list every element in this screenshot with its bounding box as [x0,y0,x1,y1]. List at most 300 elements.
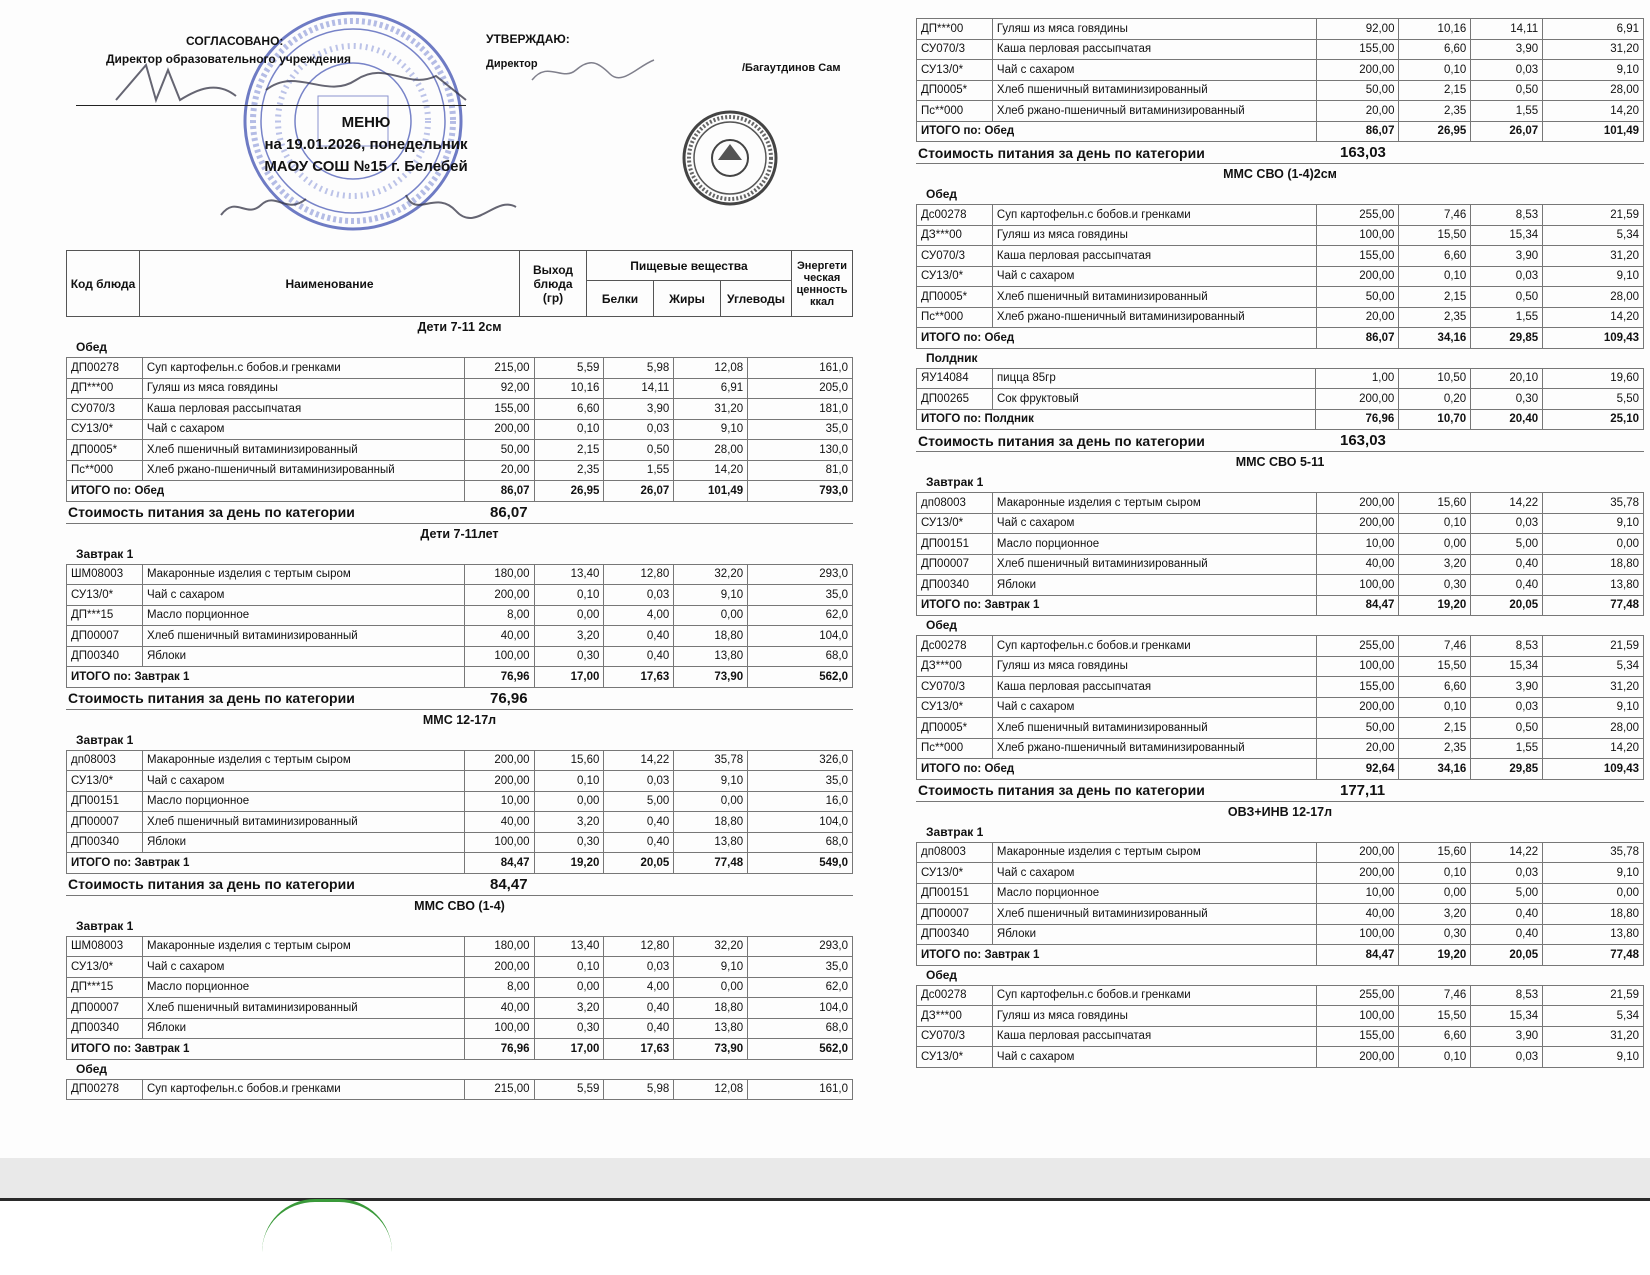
meal-title: Полдник [926,350,978,365]
table-cell: Суп картофельн.с бобов.и гренками [142,358,464,379]
table-cell: СУ13/0* [917,697,993,718]
table-cell: 35,0 [748,585,853,606]
table-cell: Суп картофельн.с бобов.и гренками [992,985,1316,1006]
table-cell: 68,0 [748,1018,853,1039]
table-row [917,246,1644,267]
table-cell: 215,00 [464,358,534,379]
table-row [67,771,853,792]
table-cell: ДП00340 [917,575,993,596]
total-cell: 17,63 [604,1039,674,1060]
table-cell: ДЗ***00 [917,1006,993,1027]
table-cell: 0,10 [1399,266,1471,287]
table-cell: 0,03 [604,585,674,606]
table-cell: ДП00151 [917,883,993,904]
table-cell: Хлеб пшеничный витаминизированный [992,554,1316,575]
table-cell: 3,20 [1399,904,1471,925]
table-cell: 255,00 [1316,205,1399,226]
table-cell: 155,00 [1316,1026,1399,1047]
total-cell: 10,70 [1399,409,1471,430]
table-cell: 7,46 [1399,205,1471,226]
total-cell: 20,05 [1471,595,1543,616]
table-cell: 180,00 [464,564,534,585]
total-cell: 84,47 [1316,945,1399,966]
table-row [917,534,1644,555]
total-cell: 793,0 [748,481,853,502]
table-cell: 100,00 [1316,1006,1399,1027]
total-cell: ИТОГО по: Завтрак 1 [67,853,465,874]
table-cell: 35,78 [1543,842,1644,863]
table-cell: 6,60 [1399,1026,1471,1047]
table-cell: 18,80 [674,626,748,647]
table-cell: ДП***00 [67,378,143,399]
table-cell: Макаронные изделия с тертым сыром [142,750,464,771]
total-cell: 101,49 [674,481,748,502]
table-cell: 3,90 [1471,677,1543,698]
scan-bottom-strip [0,1158,1650,1198]
table-cell: 5,00 [1471,883,1543,904]
bottom-signature [216,185,536,225]
col-proteins: Белки [587,281,654,317]
school-name: МАОУ СОШ №15 г. Белебей [264,158,468,175]
right-page [916,18,1644,1068]
table-cell: 0,03 [1471,513,1543,534]
table-cell: 293,0 [748,564,853,585]
table-cell: 20,00 [1316,738,1399,759]
table-cell: 0,40 [1471,554,1543,575]
table-cell: 14,20 [1543,307,1644,328]
table-cell: 0,03 [1471,1047,1543,1068]
daily-cost-row [916,142,1644,164]
total-cell: 19,20 [1399,595,1471,616]
table-cell: Каша перловая рассыпчатая [992,677,1316,698]
meal-title: Завтрак 1 [76,546,134,561]
menu-table [916,18,1644,142]
total-cell: 101,49 [1543,121,1644,142]
menu-table [916,204,1644,349]
table-cell: 200,00 [1316,1047,1399,1068]
approve-name: /Багаутдинов Сам [742,62,841,74]
table-cell: 2,35 [534,460,604,481]
table-cell: 5,34 [1543,225,1644,246]
table-cell: 32,20 [674,936,748,957]
table-cell: Масло порционное [992,883,1316,904]
table-cell: ДП00007 [917,904,993,925]
table-cell: 40,00 [464,812,534,833]
category-title: ММС СВО (1-4)2см [1223,167,1337,181]
table-cell: Хлеб пшеничный витаминизированный [992,287,1316,308]
col-nutrients: Пищевые вещества [587,251,792,281]
table-cell: 8,00 [464,605,534,626]
table-cell: 13,80 [674,832,748,853]
table-cell: Каша перловая рассыпчатая [142,399,464,420]
total-cell: 26,07 [1471,121,1543,142]
meal-title: Обед [926,967,958,982]
total-row [67,1039,853,1060]
table-cell: 0,30 [1399,924,1471,945]
table-cell: ДП***15 [67,977,143,998]
daily-cost-label: Стоимость питания за день по категории [68,690,355,706]
table-cell: Макаронные изделия с тертым сыром [142,564,464,585]
table-row [917,307,1644,328]
table-row [67,957,853,978]
total-cell: 20,40 [1471,409,1543,430]
table-row [67,812,853,833]
table-cell: 2,15 [1399,80,1471,101]
menu-table [916,985,1644,1068]
menu-table [66,936,853,1060]
table-cell: 100,00 [464,1018,534,1039]
total-cell: 34,16 [1399,759,1471,780]
total-cell: 77,48 [1543,945,1644,966]
menu-table [916,635,1644,780]
table-cell: ДП00278 [67,358,143,379]
daily-cost-value: 86,07 [490,503,528,521]
table-cell: Суп картофельн.с бобов.и гренками [992,205,1316,226]
table-cell: 62,0 [748,977,853,998]
table-cell: Каша перловая рассыпчатая [992,246,1316,267]
approve-role: Директор [486,58,538,70]
agreed-role: Директор образовательного учреждения [106,52,351,66]
table-cell: Яблоки [142,1018,464,1039]
table-cell: 215,00 [464,1079,534,1100]
table-cell: 104,0 [748,998,853,1019]
daily-cost-label: Стоимость питания за день по категории [918,782,1205,798]
table-row [917,883,1644,904]
table-cell: 0,40 [604,998,674,1019]
table-cell: Масло порционное [142,977,464,998]
meal-title: Завтрак 1 [76,918,134,933]
table-cell: 3,20 [534,812,604,833]
menu-table [916,492,1644,616]
table-cell: Яблоки [992,575,1316,596]
table-cell: ДП00007 [67,812,143,833]
table-cell: 14,20 [1543,738,1644,759]
table-cell: 35,0 [748,957,853,978]
scan-bottom-margin [0,1201,1650,1275]
table-row [917,554,1644,575]
table-cell: 3,20 [534,626,604,647]
table-row [67,750,853,771]
table-cell: пицца 85гр [992,368,1315,389]
table-row [67,460,853,481]
table-cell: 104,0 [748,812,853,833]
table-cell: 0,00 [674,605,748,626]
table-cell: 1,55 [1471,738,1543,759]
director-signature [528,52,658,92]
daily-cost-value: 163,03 [1340,144,1386,161]
table-cell: ДП00007 [917,554,993,575]
table-cell: Хлеб пшеничный витаминизированный [992,80,1316,101]
table-cell: 0,03 [604,771,674,792]
table-row [917,493,1644,514]
table-cell: Гуляш из мяса говядины [992,225,1316,246]
table-cell: Хлеб пшеничный витаминизированный [992,904,1316,925]
table-cell: 155,00 [1316,677,1399,698]
table-cell: 12,08 [674,1079,748,1100]
table-row [917,101,1644,122]
table-cell: 5,34 [1543,1006,1644,1027]
table-cell: 13,80 [674,646,748,667]
table-cell: 32,20 [674,564,748,585]
table-cell: Хлеб ржано-пшеничный витаминизированный [992,101,1316,122]
table-cell: 155,00 [464,399,534,420]
table-cell: 3,20 [534,998,604,1019]
table-cell: 68,0 [748,832,853,853]
table-cell: 18,80 [674,998,748,1019]
table-cell: 8,53 [1471,636,1543,657]
table-cell: 9,10 [674,957,748,978]
table-cell: 200,00 [464,957,534,978]
total-cell: 26,07 [604,481,674,502]
table-cell: Масло порционное [142,791,464,812]
table-cell: 0,40 [604,646,674,667]
daily-cost-row [916,430,1644,452]
table-cell: Чай с сахаром [992,863,1316,884]
total-row [917,945,1644,966]
meal-title: Завтрак 1 [76,732,134,747]
table-cell: 0,10 [534,585,604,606]
table-row [917,225,1644,246]
table-cell: 180,00 [464,936,534,957]
table-cell: 0,10 [1399,513,1471,534]
daily-cost-row [66,688,853,710]
table-cell: 0,03 [1471,266,1543,287]
table-cell: Хлеб пшеничный витаминизированный [142,812,464,833]
col-fats: Жиры [654,281,721,317]
table-cell: 4,00 [604,977,674,998]
table-cell: 200,00 [464,585,534,606]
table-cell: ЯУ14084 [917,368,993,389]
table-cell: СУ070/3 [917,677,993,698]
table-cell: 9,10 [1543,863,1644,884]
table-cell: 0,50 [1471,80,1543,101]
right-menu-body [916,18,1644,1068]
category-title: ОВЗ+ИНВ 12-17л [1227,804,1333,819]
table-cell: дп08003 [917,842,993,863]
table-cell: 9,10 [674,771,748,792]
table-row [67,358,853,379]
table-cell: 5,50 [1543,389,1644,410]
table-cell: Яблоки [142,832,464,853]
table-cell: Хлеб пшеничный витаминизированный [142,626,464,647]
table-cell: 40,00 [1316,554,1399,575]
table-cell: 130,0 [748,440,853,461]
table-cell: 8,00 [464,977,534,998]
table-cell: Суп картофельн.с бобов.и гренками [992,636,1316,657]
col-energy: Энергети ческая ценность ккал [792,251,853,317]
total-row [917,595,1644,616]
table-cell: 35,0 [748,771,853,792]
table-cell: 21,59 [1543,636,1644,657]
table-cell: 6,60 [1399,39,1471,60]
table-cell: СУ070/3 [917,1026,993,1047]
table-cell: 50,00 [1316,80,1399,101]
table-row [917,697,1644,718]
table-cell: ДП00340 [67,832,143,853]
table-cell: 20,00 [464,460,534,481]
table-cell: 100,00 [1316,575,1399,596]
table-cell: 13,80 [674,1018,748,1039]
table-cell: 31,20 [1543,677,1644,698]
table-row [67,936,853,957]
table-cell: ДП***15 [67,605,143,626]
daily-cost-label: Стоимость питания за день по категории [918,432,1205,449]
meal-title: Обед [76,340,108,354]
table-cell: 1,00 [1316,368,1399,389]
total-cell: 73,90 [674,1039,748,1060]
total-cell: ИТОГО по: Полдник [917,409,1316,430]
total-cell: 84,47 [1316,595,1399,616]
table-cell: 13,40 [534,936,604,957]
table-cell: 0,50 [1471,287,1543,308]
table-cell: 155,00 [1316,246,1399,267]
table-cell: 20,10 [1471,368,1543,389]
table-cell: Макаронные изделия с тертым сыром [992,493,1316,514]
table-cell: 7,46 [1399,636,1471,657]
table-cell: 0,03 [604,957,674,978]
table-cell: ДП00340 [917,924,993,945]
total-cell: ИТОГО по: Завтрак 1 [917,595,1317,616]
table-cell: 6,60 [1399,246,1471,267]
round-stamp [680,108,780,208]
table-cell: Чай с сахаром [142,957,464,978]
total-cell: 29,85 [1471,328,1543,349]
table-cell: 9,10 [674,585,748,606]
menu-date: на 19.01.2026, понедельник [264,136,468,153]
table-cell: СУ13/0* [67,419,143,440]
table-cell: 0,40 [1471,924,1543,945]
table-cell: 100,00 [464,832,534,853]
table-header [66,250,853,317]
table-cell: 2,15 [534,440,604,461]
table-cell: ШМ08003 [67,936,143,957]
table-cell: ДП00265 [917,389,993,410]
table-cell: 31,20 [674,399,748,420]
daily-cost-value: 84,47 [490,875,528,893]
table-cell: 1,55 [604,460,674,481]
table-row [917,60,1644,81]
table-cell: СУ13/0* [67,957,143,978]
table-cell: ДП00340 [67,1018,143,1039]
table-cell: 205,0 [748,378,853,399]
table-row [67,1079,853,1100]
table-cell: 9,10 [1543,60,1644,81]
table-cell: Чай с сахаром [142,419,464,440]
table-cell: Пс**000 [917,101,993,122]
table-cell: Хлеб ржано-пшеничный витаминизированный [142,460,464,481]
total-cell: 73,90 [674,667,748,688]
daily-cost-row [66,874,853,896]
table-cell: Каша перловая рассыпчатая [992,1026,1316,1047]
table-cell: 8,53 [1471,205,1543,226]
col-carbs: Углеводы [721,281,792,317]
table-cell: 255,00 [1316,985,1399,1006]
total-cell: 17,00 [534,1039,604,1060]
total-cell: 26,95 [1399,121,1471,142]
daily-cost-label: Стоимость питания за день по категории [918,144,1205,161]
daily-cost-row [916,780,1644,802]
table-cell: 31,20 [1543,246,1644,267]
table-cell: 3,90 [1471,39,1543,60]
col-yield: Выход блюда (гр) [520,251,587,317]
table-cell: Хлеб пшеничный витаминизированный [992,718,1316,739]
total-cell: 76,96 [464,1039,534,1060]
table-cell: 0,03 [1471,863,1543,884]
table-cell: 12,80 [604,936,674,957]
table-cell: Чай с сахаром [142,585,464,606]
table-cell: Хлеб пшеничный витаминизированный [142,998,464,1019]
table-cell: 19,60 [1543,368,1644,389]
table-cell: 15,34 [1471,1006,1543,1027]
total-cell: 562,0 [748,1039,853,1060]
table-cell: 3,20 [1399,554,1471,575]
table-cell: 14,11 [1471,19,1543,40]
table-cell: 5,34 [1543,656,1644,677]
total-cell: 76,96 [464,667,534,688]
table-cell: 50,00 [1316,287,1399,308]
table-cell: 0,00 [534,977,604,998]
table-cell: Чай с сахаром [992,697,1316,718]
table-row [917,677,1644,698]
meal-title: Обед [76,1061,108,1076]
daily-cost-value: 177,11 [1340,781,1386,799]
total-cell: 77,48 [674,853,748,874]
table-row [917,738,1644,759]
table-cell: ДП00278 [67,1079,143,1100]
table-cell: Дс00278 [917,205,993,226]
table-cell: СУ13/0* [917,863,993,884]
table-cell: 21,59 [1543,205,1644,226]
total-cell: 86,07 [1316,121,1399,142]
table-cell: 35,78 [674,750,748,771]
table-row [917,1026,1644,1047]
total-cell: 86,07 [1316,328,1399,349]
table-cell: 68,0 [748,646,853,667]
total-cell: 549,0 [748,853,853,874]
table-cell: 0,10 [534,771,604,792]
table-row [67,378,853,399]
table-cell: 5,98 [604,1079,674,1100]
table-cell: 0,00 [534,791,604,812]
table-cell: 0,40 [1471,904,1543,925]
table-cell: 6,91 [1543,19,1644,40]
table-cell: СУ13/0* [67,585,143,606]
table-cell: 0,00 [1399,534,1471,555]
table-cell: 10,00 [1316,534,1399,555]
total-cell: ИТОГО по: Завтрак 1 [917,945,1317,966]
daily-cost-label: Стоимость питания за день по категории [68,504,355,520]
table-cell: СУ070/3 [917,39,993,60]
total-cell: 84,47 [464,853,534,874]
table-row [917,985,1644,1006]
table-cell: 0,50 [604,440,674,461]
table-row [917,389,1644,410]
table-cell: 40,00 [464,626,534,647]
table-cell: 100,00 [1316,225,1399,246]
table-cell: 0,40 [1471,575,1543,596]
table-row [917,266,1644,287]
table-cell: Яблоки [142,646,464,667]
table-cell: 293,0 [748,936,853,957]
table-cell: 0,30 [1399,575,1471,596]
total-cell: 29,85 [1471,759,1543,780]
table-cell: 13,80 [1543,924,1644,945]
table-cell: Пс**000 [917,307,993,328]
table-cell: 15,60 [1399,842,1471,863]
total-row [67,853,853,874]
table-cell: 5,59 [534,1079,604,1100]
table-cell: 0,10 [1399,697,1471,718]
